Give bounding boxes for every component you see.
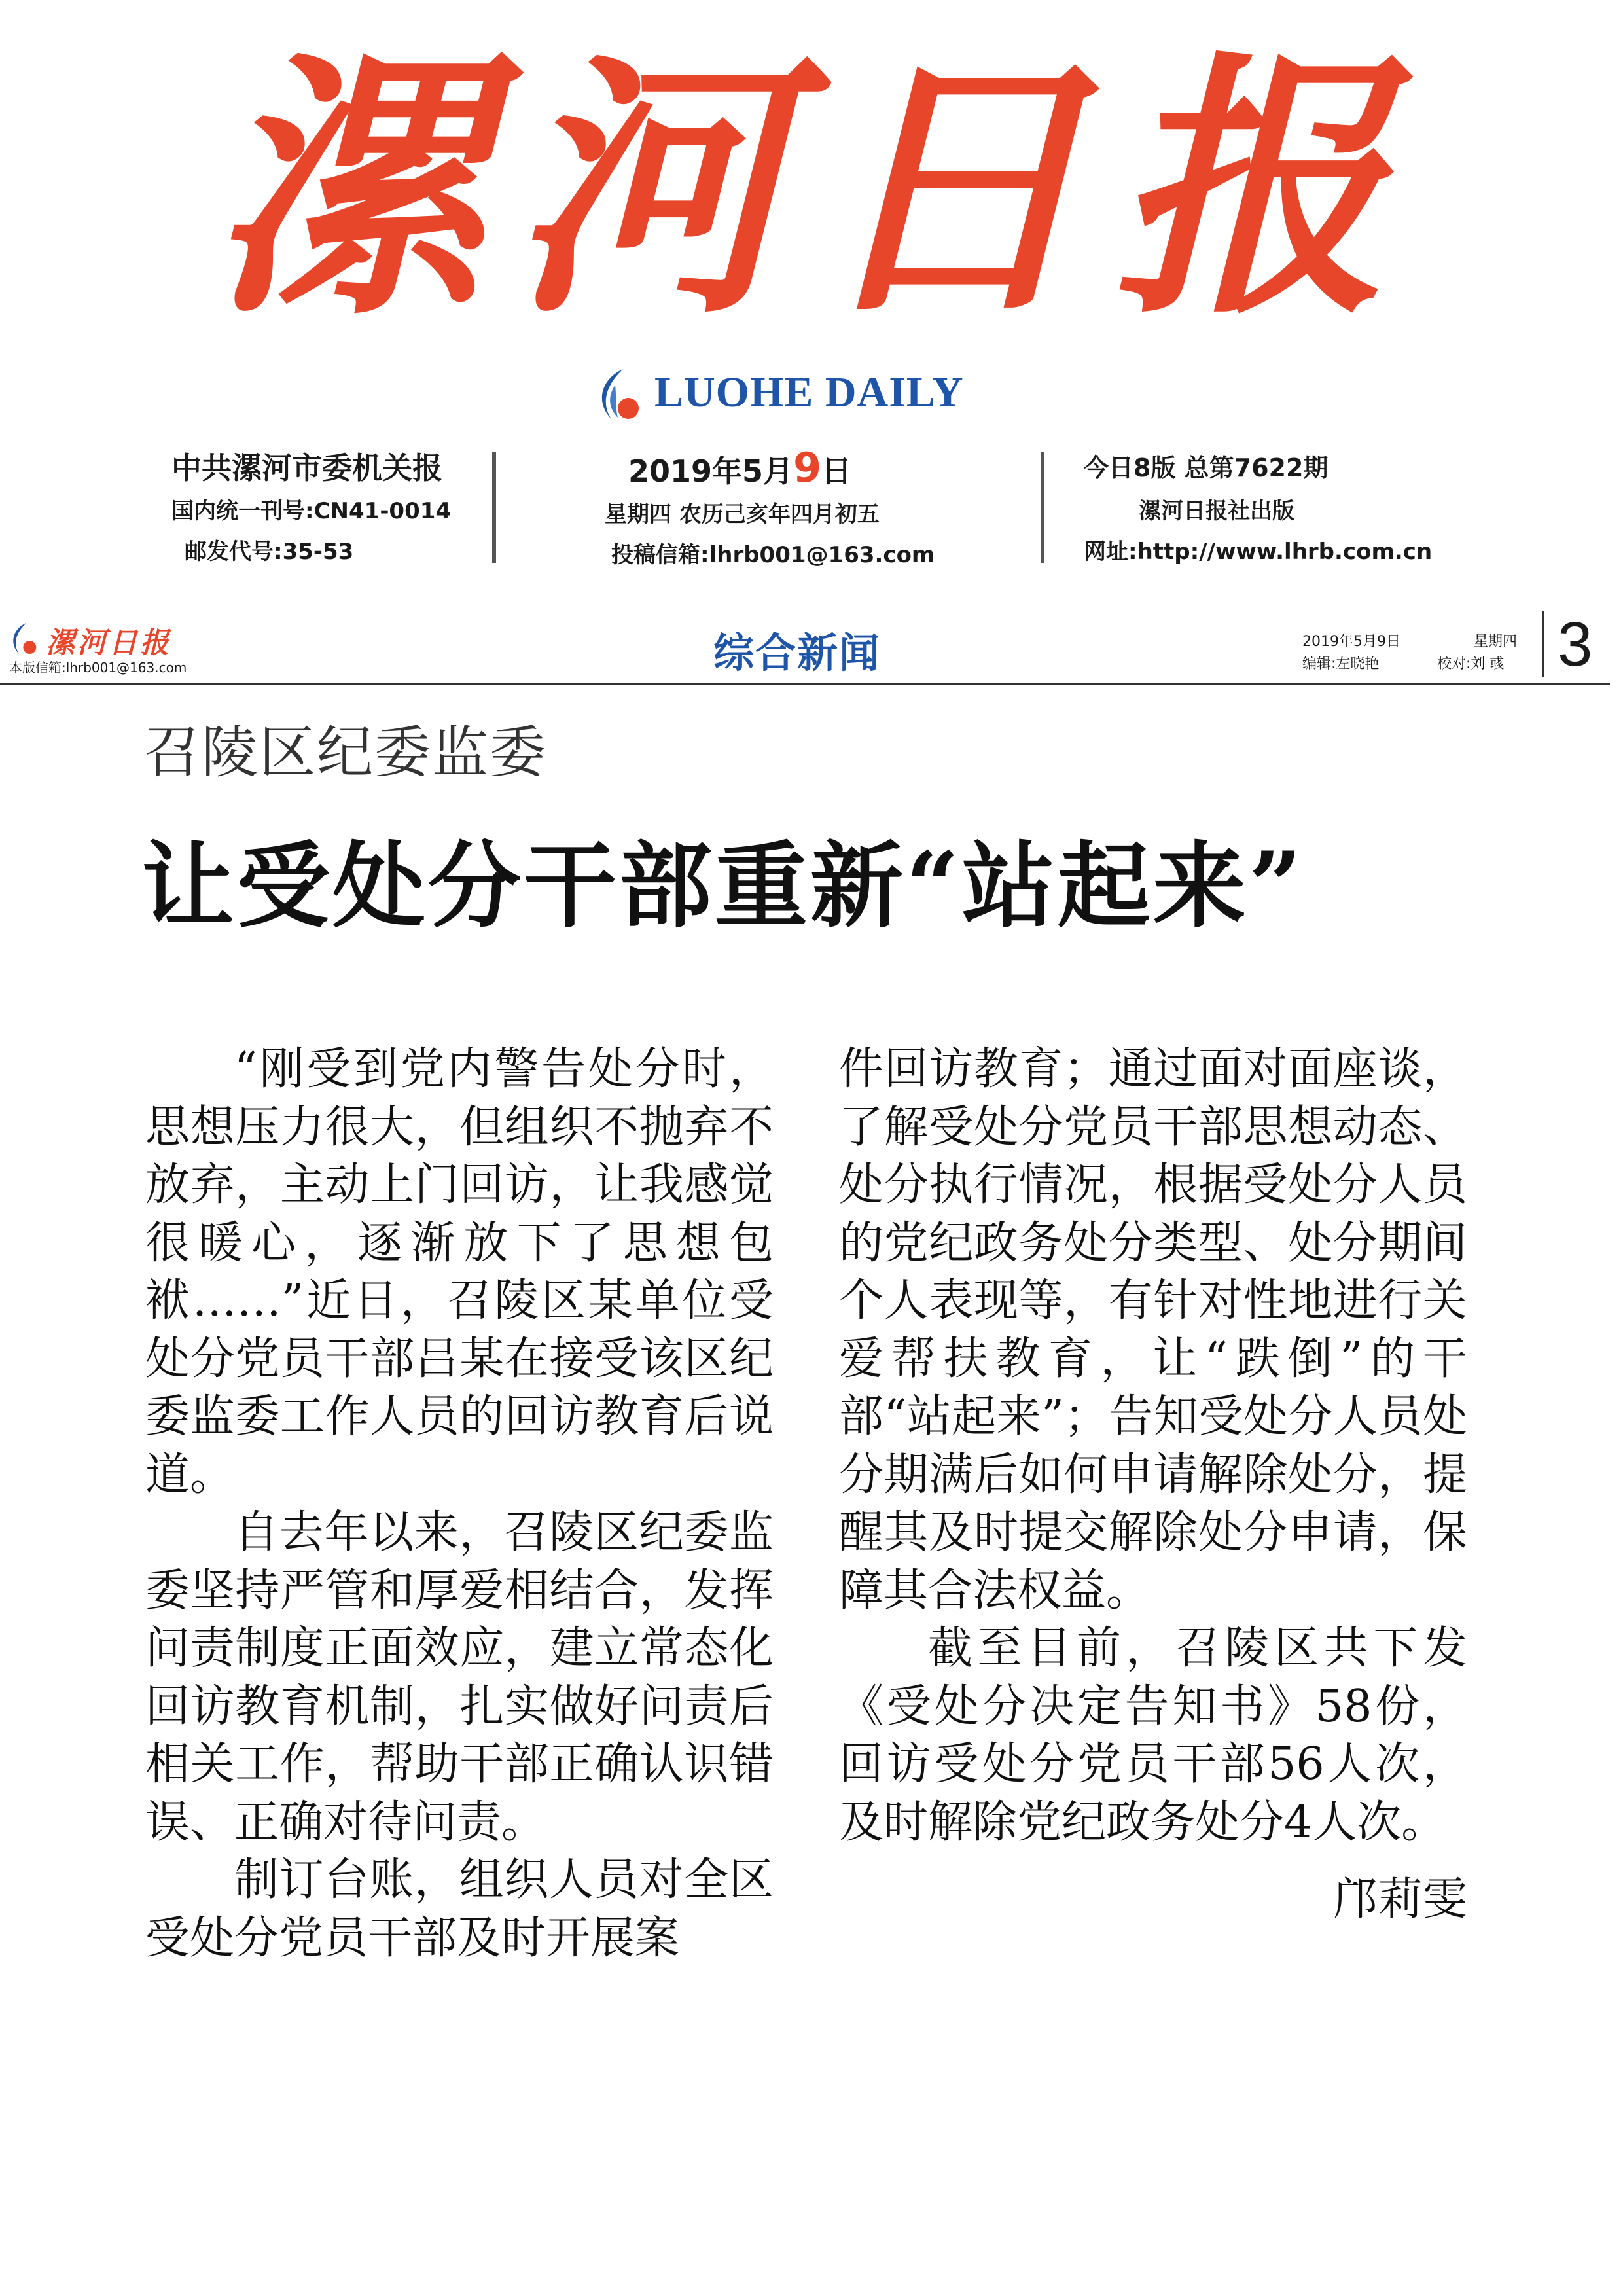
paragraph: 自去年以来，召陵区纪委监委坚持严管和厚爱相结合，发挥问责制度正面效应，建立常态化回访教育机制，扎实做好问责后相关工作，帮助干部正确认识错误、正确对待问责。 — [145, 1507, 774, 1848]
paragraph: 件回访教育；通过面对面座谈，了解受处分党员干部思想动态、处分执行情况，根据受处分人员的党纪政务处分类型、处分期间个人表现等，有针对性地进行关爱帮扶教育，让“跌倒”的干部“站起来”；告知受处分人员处分期满后如何申请解除处分，提醒其及时提交解除处分申请，保障其合法权益。 — [839, 1043, 1467, 1617]
masthead-title: 漯河日报 — [209, 28, 1414, 351]
page-header-title: 漯河日报 — [46, 626, 171, 660]
submission-email: 投稿信箱:lhrb001@163.com — [611, 542, 935, 568]
header-rule — [0, 683, 1610, 685]
page-weekday: 星期四 — [1474, 634, 1518, 650]
page-number: 3 — [1558, 609, 1593, 679]
issn-line: 国内统一刊号:CN41-0014 — [171, 498, 452, 524]
website-line: 网址:http://www.lhrb.com.cn — [1084, 539, 1433, 565]
page-meta-left — [1302, 631, 1400, 675]
masthead-divider — [492, 452, 496, 563]
date-day: 9 — [793, 444, 822, 492]
post-code-line: 邮发代号:35-53 — [185, 539, 354, 565]
luohe-daily-logo-icon — [5, 620, 42, 657]
date-prefix: 2019年5月 — [628, 454, 794, 489]
page-date: 2019年5月9日 — [1302, 634, 1400, 650]
page-number-divider — [1542, 611, 1544, 677]
masthead-brand — [576, 359, 1047, 431]
date-suffix: 日 — [821, 454, 852, 489]
pages-issue-line: 今日8版 总第7622期 — [1084, 454, 1329, 482]
luohe-daily-logo-icon — [589, 365, 648, 424]
org-line: 中共漯河市委机关报 — [171, 450, 442, 486]
page-header-logo — [5, 619, 182, 658]
paragraph: “刚受到党内警告处分时，思想压力很大，但组织不抛弃不放弃，主动上门回访，让我感觉很暖心，逐渐放下了思想包袱……”近日，召陵区某单位受处分党员干部吕某在接受该区纪委监委工作人员的回访教育后说道。 — [145, 1043, 774, 1501]
masthead-right-info — [1084, 445, 1432, 572]
paragraph: 制订台账，组织人员对全区受处分党员干部及时开展案 — [145, 1854, 774, 1964]
issue-date — [628, 445, 935, 494]
page-meta-right — [1437, 631, 1517, 675]
page-editor: 编辑:左晓艳 — [1302, 656, 1380, 672]
article-column-right — [839, 1041, 1467, 1929]
byline: 邝莉雯 — [1333, 1874, 1467, 1926]
page-email: 本版信箱:lhrb001@163.com — [9, 660, 187, 675]
masthead-center-info — [605, 444, 935, 575]
masthead-left-info — [171, 445, 451, 572]
masthead-english-name: LUOHE DAILY — [654, 368, 964, 416]
section-title: 综合新闻 — [713, 629, 882, 677]
publisher-line: 漯河日报社出版 — [1139, 498, 1294, 524]
article-kicker: 召陵区纪委监委 — [144, 720, 547, 785]
paragraph: 截至目前，召陵区共下发《受处分决定告知书》58份，回访受处分党员干部56人次，及时解除党纪政务处分4人次。 — [839, 1623, 1467, 1848]
article-headline: 让受处分干部重新“站起来” — [141, 832, 1305, 941]
weekday-lunar-line: 星期四 农历己亥年四月初五 — [605, 501, 880, 528]
masthead-divider — [1041, 452, 1044, 563]
page-proofreader: 校对:刘 彧 — [1437, 656, 1505, 672]
article-column-left — [145, 1041, 774, 1967]
